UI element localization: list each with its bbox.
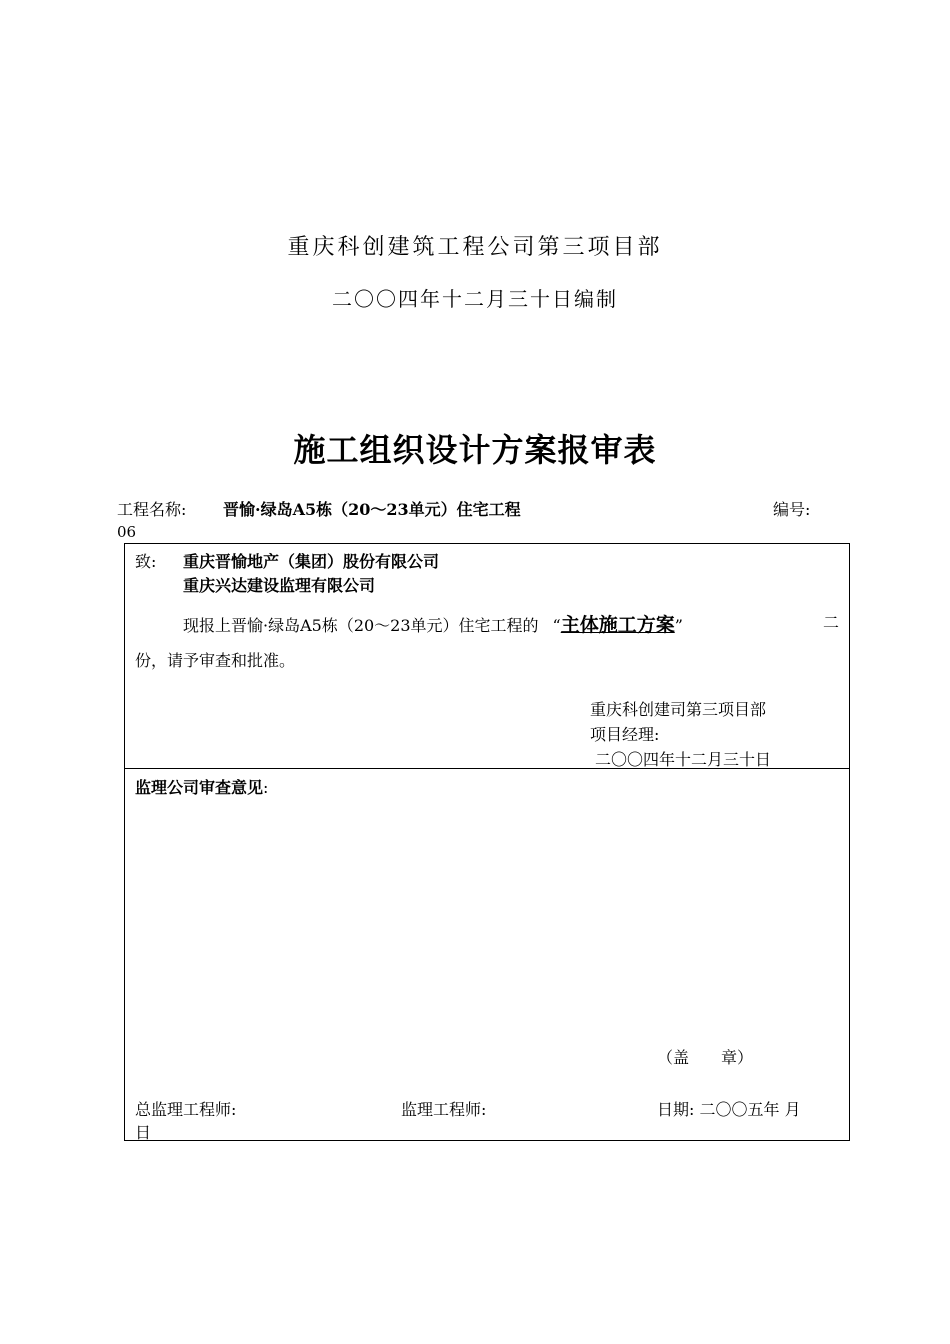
- review-heading: [135, 775, 268, 798]
- review-date-label: 日期: 二〇〇五年 月: [657, 1100, 801, 1119]
- company-name: 重庆科创建筑工程公司第三项目部: [287, 235, 663, 260]
- engineer-label: 监理工程师:: [401, 1100, 487, 1119]
- body-line-2: 份，请予审查和批准。: [135, 651, 296, 670]
- review-heading-colon: :: [263, 778, 269, 797]
- review-date-tail: 日: [135, 1123, 152, 1142]
- number-value: 06: [117, 523, 137, 541]
- body-tail: 二: [823, 613, 840, 632]
- project-name-label: 工程名称:: [117, 500, 187, 519]
- close-quote: ”: [674, 616, 683, 635]
- recipient-developer: 重庆晋愉地产（集团）股份有限公司: [183, 552, 440, 571]
- plan-name: 主体施工方案: [560, 614, 675, 636]
- chief-engineer-label: 总监理工程师:: [135, 1100, 237, 1119]
- section-divider: [125, 768, 849, 769]
- project-name-value: 晋愉·绿岛A5栋（20～23单元）住宅工程: [223, 500, 521, 519]
- submission-date: 二〇〇四年十二月三十日: [595, 750, 772, 769]
- body-prefix: 现报上晋愉·绿岛A5栋（20～23单元）住宅工程的: [183, 616, 539, 635]
- open-quote: “: [552, 616, 561, 635]
- seal-placeholder: （盖 章）: [657, 1048, 754, 1067]
- number-label: 编号:: [773, 500, 811, 519]
- signer-org: 重庆科创建司第三项目部: [590, 700, 767, 719]
- review-table: [124, 543, 850, 1141]
- page-title: 施工组织设计方案报审表: [293, 431, 657, 469]
- recipient-supervisor: 重庆兴达建设监理有限公司: [183, 576, 376, 595]
- to-label: 致:: [135, 552, 157, 571]
- submission-body: [183, 610, 683, 637]
- review-heading-text: 监理公司审查意见: [135, 778, 264, 797]
- compiled-date: 二〇〇四年十二月三十日编制: [332, 287, 618, 311]
- manager-label: 项目经理:: [590, 725, 660, 744]
